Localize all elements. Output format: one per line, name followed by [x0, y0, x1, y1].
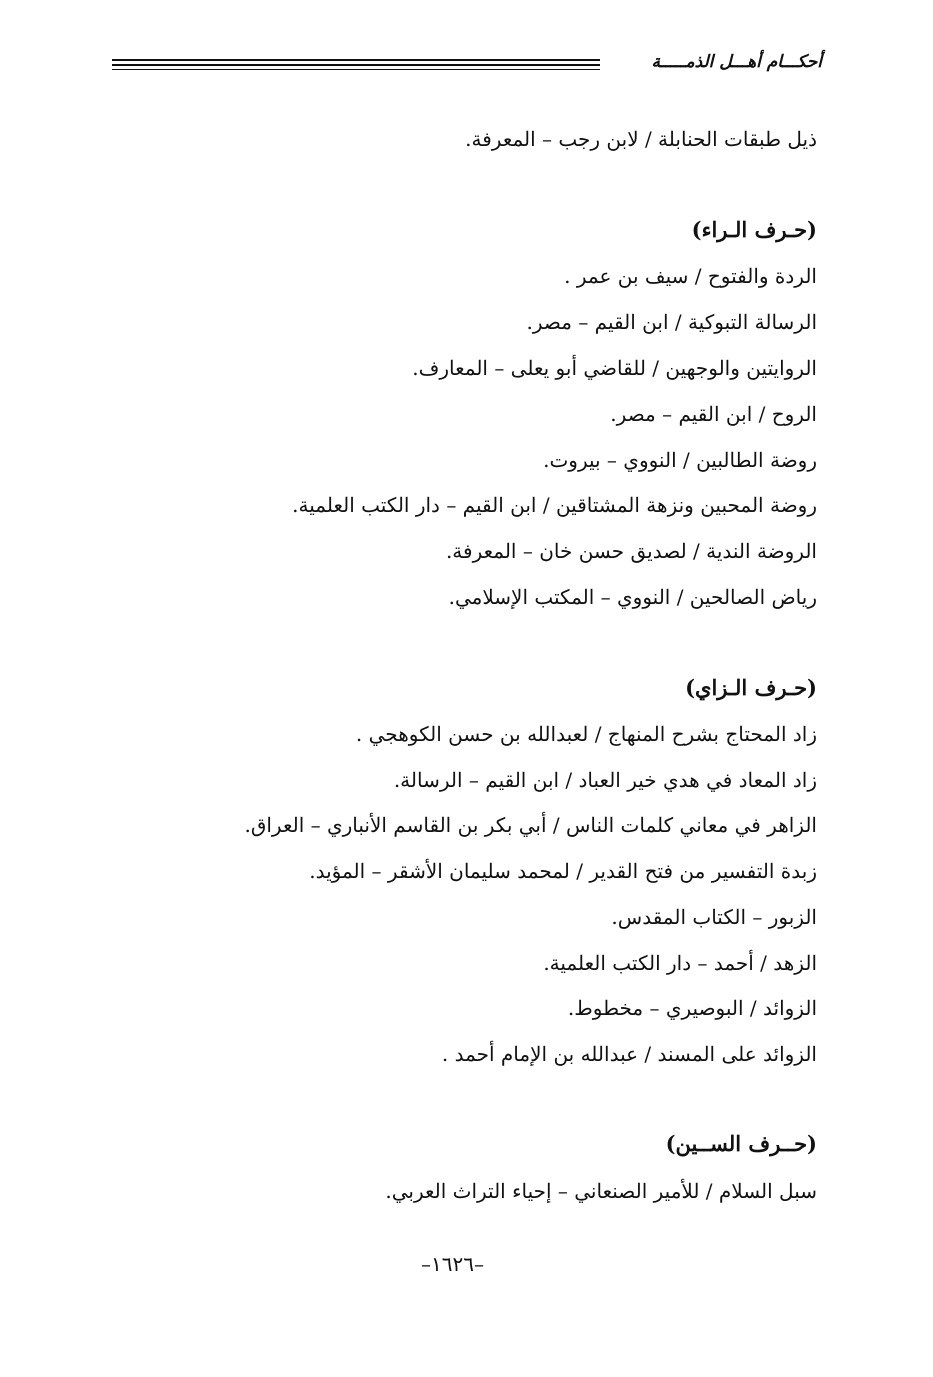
bibliography-entry: رياض الصالحين / النووي – المكتب الإسلامي. [448, 585, 817, 609]
header-rule [112, 59, 600, 61]
section-heading-ra: (حـرف الـراء) [691, 217, 817, 242]
page-number-text: –١٦٢٦– [421, 1252, 484, 1276]
bibliography-entry: ذيل طبقات الحنابلة / لابن رجب – المعرفة. [465, 127, 817, 151]
header-rule [112, 64, 600, 66]
bibliography-entry: الزوائد / البوصيري – مخطوط. [567, 996, 817, 1020]
section-heading-sin: (حــرف الســين) [665, 1131, 817, 1156]
bibliography-entry: سبل السلام / للأمير الصنعاني – إحياء التراث العربي. [385, 1179, 817, 1203]
bibliography-entry: الزوائد على المسند / عبدالله بن الإمام أحمد . [441, 1042, 817, 1066]
bibliography-entry: زاد المحتاج بشرح المنهاج / لعبدالله بن حسن الكوهجي . [355, 722, 817, 746]
bibliography-entry: روضة المحبين ونزهة المشتاقين / ابن القيم – دار الكتب العلمية. [292, 493, 817, 517]
header-rule [112, 69, 600, 70]
bibliography-entry: الروح / ابن القيم – مصر. [610, 402, 817, 426]
bibliography-entry: زاد المعاد في هدي خير العباد / ابن القيم – الرسالة. [393, 768, 817, 792]
page-number [0, 1250, 933, 1278]
bibliography-entry: روضة الطالبين / النووي – بيروت. [543, 448, 817, 472]
bibliography-entry: زبدة التفسير من فتح القدير / لمحمد سليمان الأشقر – المؤيد. [309, 859, 817, 883]
bibliography-entry: الزهد / أحمد – دار الكتب العلمية. [543, 951, 817, 975]
section-heading-zay: (حـرف الـزاي) [685, 675, 817, 700]
bibliography-entry: الروضة الندية / لصديق حسن خان – المعرفة. [445, 539, 817, 563]
bibliography-entry: الردة والفتوح / سيف بن عمر . [564, 264, 817, 288]
bibliography-entry: الروايتين والوجهين / للقاضي أبو يعلى – المعارف. [412, 356, 817, 380]
bibliography-entry: الزاهر في معاني كلمات الناس / أبي بكر بن القاسم الأنباري – العراق. [244, 813, 817, 837]
running-header [112, 50, 822, 78]
bibliography-entry: الرسالة التبوكية / ابن القيم – مصر. [526, 310, 817, 334]
bibliography-entry: الزبور – الكتاب المقدس. [611, 905, 817, 929]
header-title: أحكـــام أهـــل الذمـــــة [651, 52, 822, 72]
